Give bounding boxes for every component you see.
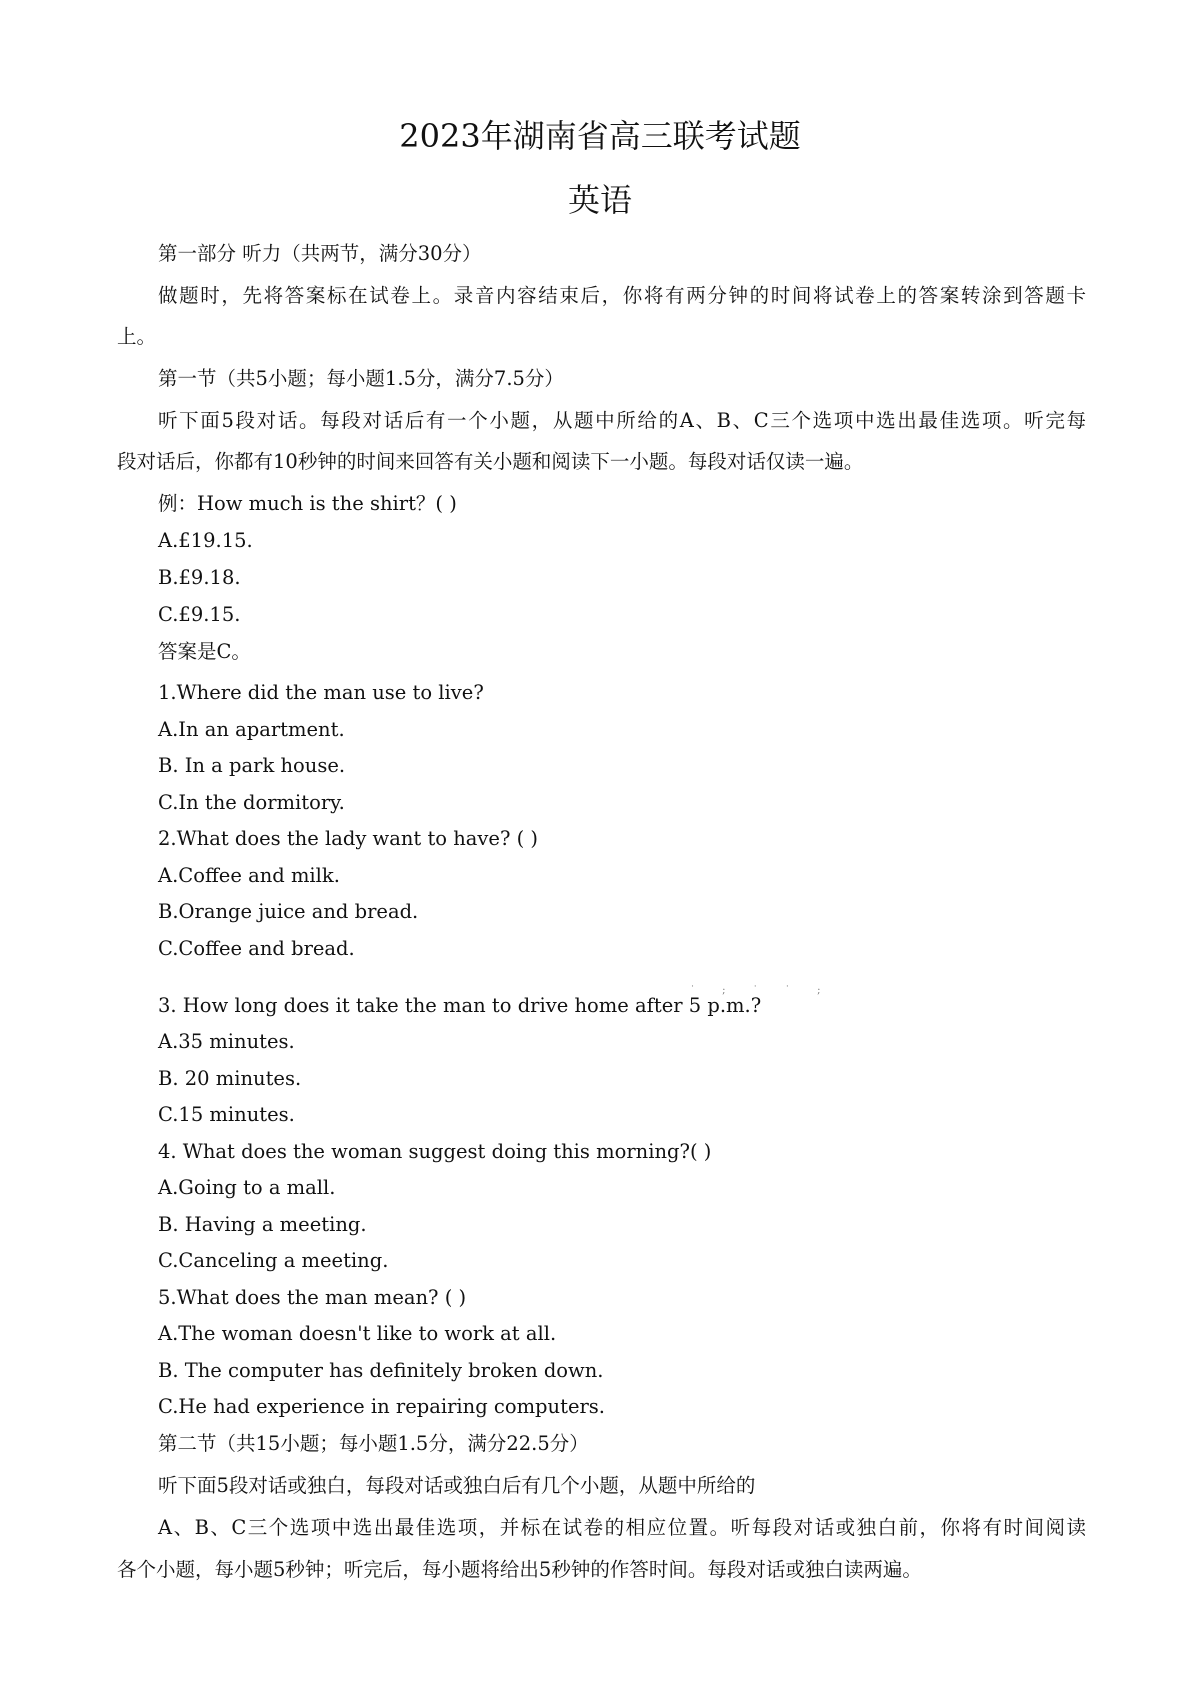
part1-heading: 第一部分 听力（共两节，满分30分） (158, 242, 482, 265)
section2-heading: 第二节（共15小题；每小题1.5分，满分22.5分） (158, 1432, 589, 1455)
example-option-c: C.£9.15. (158, 603, 241, 626)
question-3-option-a: A.35 minutes. (158, 1030, 295, 1053)
question-1-option-a: A.In an apartment. (158, 718, 345, 741)
question-2: 2.What does the lady want to have? ( ) (158, 827, 539, 850)
section1-instruction-line1: 听下面5段对话。每段对话后有一个小题，从题中所给的A、B、C三个选项中选出最佳选项。听完每 (158, 409, 1086, 432)
question-3: 3. How long does it take the man to drive home after 5 p.m.? (158, 994, 762, 1017)
example-answer: 答案是C。 (158, 640, 251, 663)
section1-instruction-line2: 段对话后，你都有10秒钟的时间来回答有关小题和阅读下一小题。每段对话仅读一遍。 (117, 450, 864, 473)
section2-instruction-line2: A、B、C三个选项中选出最佳选项，并标在试卷的相应位置。听每段对话或独白前，你将有时间阅读 (158, 1516, 1086, 1539)
question-4-option-a: A.Going to a mall. (158, 1176, 336, 1199)
question-4: 4. What does the woman suggest doing this morning?( ) (158, 1140, 712, 1163)
section2-instruction-line3: 各个小题，每小题5秒钟；听完后，每小题将给出5秒钟的作答时间。每段对话或独白读两遍。 (117, 1558, 922, 1581)
question-1: 1.Where did the man use to live? (158, 681, 484, 704)
part1-instruction-line2: 上。 (117, 325, 157, 348)
question-5: 5.What does the man mean? ( ) (158, 1286, 467, 1309)
question-1-option-b: B. In a park house. (158, 754, 346, 777)
example-option-a: A.£19.15. (158, 529, 253, 552)
question-4-option-b: B. Having a meeting. (158, 1213, 367, 1236)
question-5-option-c: C.He had experience in repairing computers. (158, 1395, 606, 1418)
question-2-option-a: A.Coffee and milk. (158, 864, 340, 887)
exam-subject: 英语 (567, 181, 632, 219)
section1-heading: 第一节（共5小题；每小题1.5分，满分7.5分） (158, 367, 564, 390)
question-4-option-c: C.Canceling a meeting. (158, 1249, 389, 1272)
exam-title: 2023年湖南省高三联考试题 (399, 117, 801, 155)
section2-instruction-line1: 听下面5段对话或独白，每段对话或独白后有几个小题，从题中所给的 (158, 1474, 756, 1497)
question-2-option-c: C.Coffee and bread. (158, 937, 355, 960)
question-2-option-b: B.Orange juice and bread. (158, 900, 419, 923)
scan-specks: ˙ ; ˙ ˙ ; (690, 985, 833, 996)
part1-instruction-line1: 做题时，先将答案标在试卷上。录音内容结束后，你将有两分钟的时间将试卷上的答案转涂到答题卡 (158, 284, 1086, 307)
question-3-option-b: B. 20 minutes. (158, 1067, 302, 1090)
question-3-option-c: C.15 minutes. (158, 1103, 295, 1126)
question-5-option-b: B. The computer has definitely broken down. (158, 1359, 604, 1382)
example-question: 例：How much is the shirt？( ) (158, 492, 457, 515)
example-option-b: B.£9.18. (158, 566, 241, 589)
question-1-option-c: C.In the dormitory. (158, 791, 345, 814)
question-5-option-a: A.The woman doesn't like to work at all. (158, 1322, 557, 1345)
